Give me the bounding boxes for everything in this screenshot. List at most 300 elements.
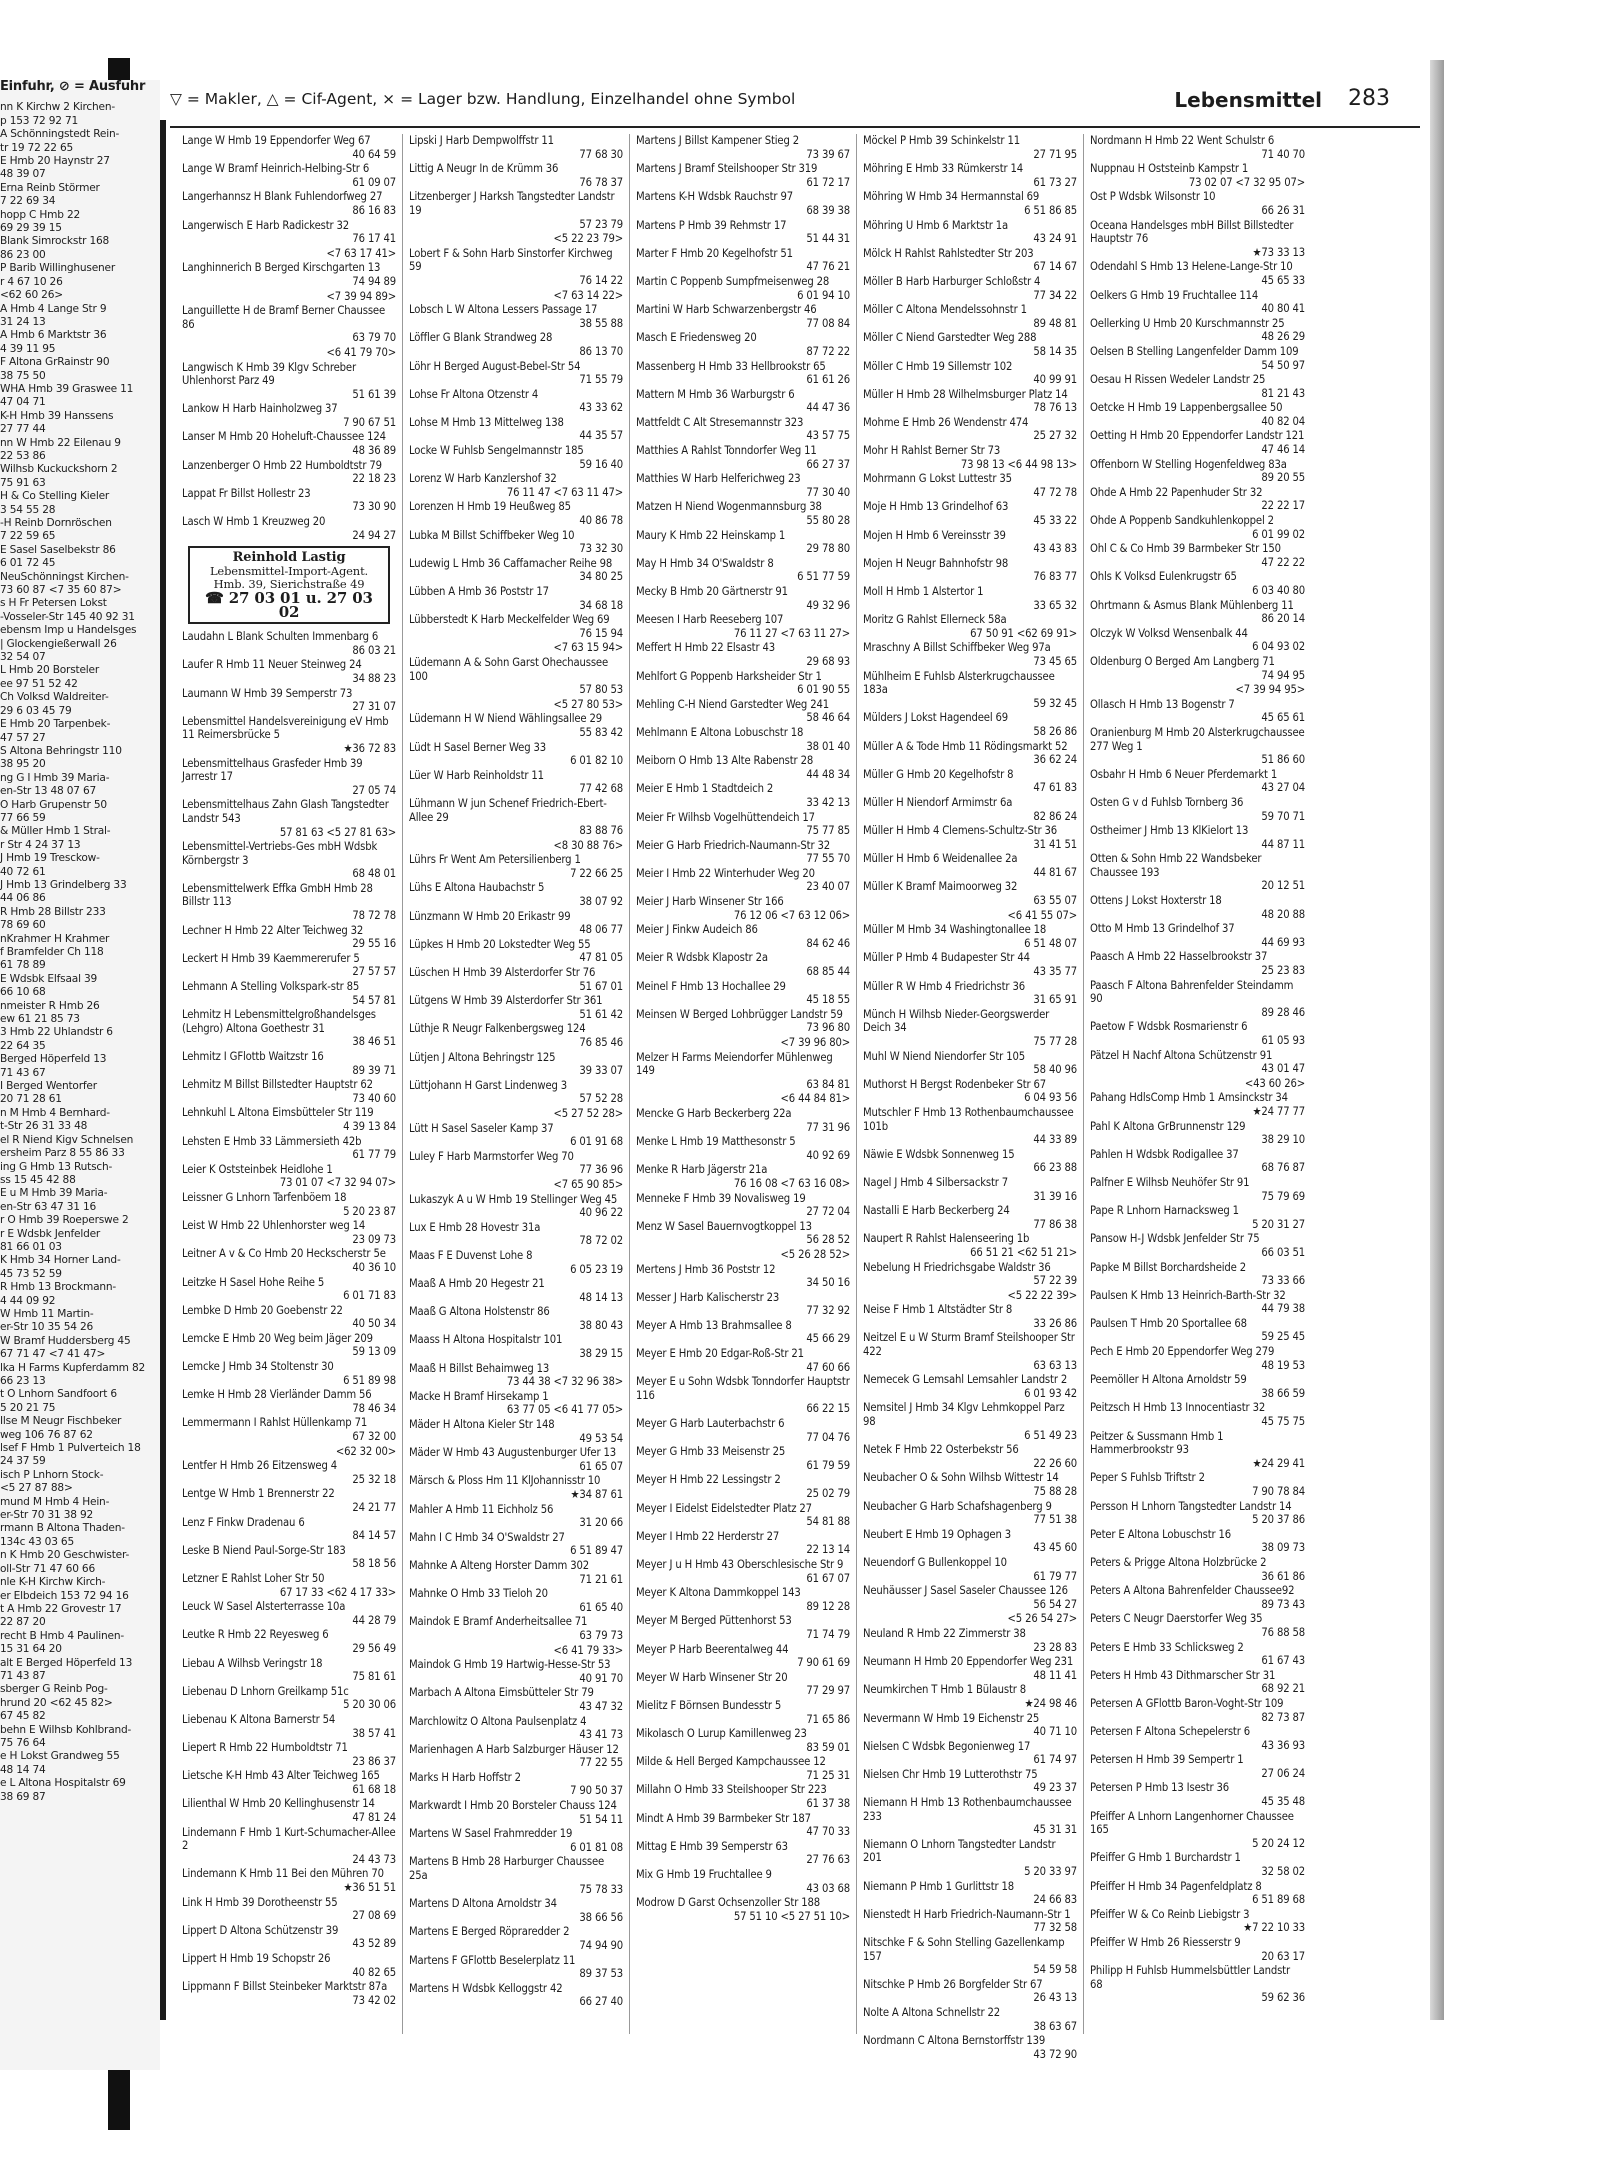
entry-name-address: Macke H Bramf Hirsekamp 1 [409, 1389, 549, 1403]
directory-entry [409, 1715, 623, 1742]
entry-name-address: Lemcke E Hmb 20 Weg beim Jäger 209 [182, 1331, 373, 1345]
directory-entry [1090, 1725, 1305, 1752]
entry-name-address: Leske B Niend Paul-Sorge-Str 183 [182, 1543, 346, 1557]
ad-line1: Lebensmittel-Import-Agent. [209, 563, 369, 578]
directory-entry [863, 331, 1077, 358]
directory-entry [1090, 796, 1305, 823]
entry-name-address: Litzenberger J Harksh Tangstedter Landstr 19 [409, 190, 615, 217]
entry-phone: 25 23 83 [1261, 964, 1305, 978]
entry-phone: 23 28 83 [1033, 1640, 1077, 1654]
entry-name-address: Peter E Altona Lobuschstr 16 [1090, 1527, 1232, 1541]
entry-name-address: Ohde A Poppenb Sandkuhlenkoppel 2 [1090, 514, 1274, 528]
directory-entry [863, 1078, 1077, 1105]
directory-entry [863, 1148, 1077, 1175]
entry-phone: 48 19 53 [1261, 1358, 1305, 1372]
directory-entry [636, 951, 850, 978]
entry-name-address: Neubacher O & Sohn Wilhsb Wittestr 14 [863, 1471, 1059, 1485]
entry-name-address: Nienstedt H Harb Friedrich-Naumann-Str 1 [863, 1907, 1071, 1921]
entry-phone: 25 02 79 [806, 1487, 850, 1500]
directory-entry [409, 1686, 623, 1713]
entry-name-address: Lasch W Hmb 1 Kreuzweg 20 [182, 515, 326, 529]
entry-phone: 47 81 05 [579, 951, 623, 965]
directory-entry [636, 1417, 850, 1444]
entry-phone: 7 90 78 84 [1252, 1485, 1305, 1498]
entry-phone: 43 57 75 [806, 429, 850, 443]
directory-entry [863, 740, 1077, 767]
adjacent-page-line: & Müller Hmb 1 Stral- [0, 825, 111, 838]
entry-phone: 40 82 04 [1261, 414, 1305, 428]
directory-entry [409, 134, 623, 161]
entry-phone: 23 40 07 [806, 880, 850, 894]
entry-name-address: Leutke R Hmb 22 Reyesweg 6 [182, 1628, 329, 1642]
adjacent-page-line: O Harb Grupenstr 50 [0, 798, 107, 811]
entry-phone: 61 05 93 [1261, 1034, 1305, 1047]
entry-name-address: Masch E Friedensweg 20 [636, 331, 757, 345]
entry-name-address: Oetcke H Hmb 19 Lappenbergsallee 50 [1090, 401, 1283, 415]
entry-phone: 38 66 59 [1261, 1386, 1305, 1400]
entry-name-address: Liebau A Wilhsb Veringstr 18 [182, 1656, 323, 1670]
symbol-legend: ▽ = Makler, △ = Cif-Agent, × = Lager bzw. Handlung, Einzelhandel ohne Symbol [170, 90, 796, 108]
entry-phone: 77 68 30 [579, 147, 623, 161]
directory-entry [863, 1471, 1077, 1498]
entry-name-address: Maass H Altona Hospitalstr 101 [409, 1333, 563, 1347]
adjacent-page-line: J Hmb 13 Grindelberg 33 [0, 878, 127, 891]
entry-name-address: Mraschny A Billst Schiffbeker Weg 97a [863, 641, 1051, 655]
entry-phone: 5 20 23 87 [343, 1204, 396, 1218]
entry-name-address: Lippmann F Billst Steinbeker Marktstr 87a [182, 1980, 388, 1994]
entry-name-address: Langerwisch E Harb Radickestr 32 [182, 218, 350, 232]
entry-phone: 63 79 70 [352, 331, 396, 345]
adjacent-page-line: W Bramf Huddersberg 45 [0, 1334, 131, 1347]
directory-entry [863, 1008, 1077, 1049]
directory-entry [182, 1191, 396, 1218]
entry-name-address: Maindok E Bramf Anderheitsallee 71 [409, 1615, 588, 1629]
directory-entry [409, 853, 623, 880]
entry-name-address: Martens F GFlottb Beselerplatz 11 [409, 1953, 576, 1967]
adjacent-page-line: 38 69 87 [0, 1790, 46, 1803]
adjacent-page-line: 77 66 59 [0, 811, 46, 824]
entry-phone: 24 21 77 [352, 1501, 396, 1514]
adjacent-page-line: lsef F Hmb 1 Pulverteich 18 [0, 1442, 141, 1455]
entry-name-address: Maury K Hmb 22 Heinskamp 1 [636, 528, 786, 542]
directory-entry [182, 687, 396, 714]
adjacent-page-line: Blank Simrockstr 168 [0, 235, 110, 248]
entry-phone: 40 36 10 [352, 1260, 396, 1274]
page-number: 283 [1348, 86, 1390, 111]
entry-phone: 73 33 66 [1261, 1274, 1305, 1288]
entry-name-address: Oelkers G Hmb 19 Fruchtallee 114 [1090, 288, 1259, 302]
directory-entry [182, 190, 396, 217]
entry-name-address: Nordmann C Altona Bernstorffstr 139 [863, 2034, 1046, 2048]
adjacent-page-line: 75 91 63 [0, 476, 46, 489]
entry-name-address: Ohl C & Co Hmb 39 Barmbeker Str 150 [1090, 542, 1281, 556]
directory-entry [863, 796, 1077, 823]
entry-name-address: Messer J Harb Kalischerstr 23 [636, 1290, 780, 1304]
entry-phone: 38 09 73 [1261, 1541, 1305, 1555]
entry-name-address: Languillette H de Bramf Berner Chaussee 86 [182, 304, 386, 331]
entry-name-address: Meier I Hmb 22 Winterhuder Weg 20 [636, 866, 815, 880]
adjacent-page-line: F Altona GrRainstr 90 [0, 356, 110, 369]
directory-entry [1090, 486, 1305, 513]
directory-entry [636, 219, 850, 246]
directory-entry [863, 388, 1077, 415]
entry-phone: 54 50 97 [1261, 358, 1305, 372]
entry-phone: 61 37 38 [806, 1797, 850, 1811]
entry-name-address: Pfeiffer H Hmb 34 Pagenfeldplatz 8 [1090, 1879, 1262, 1893]
directory-entry [409, 1178, 623, 1192]
directory-entry [409, 1587, 623, 1614]
adjacent-page-line: r 4 67 10 26 [0, 275, 63, 288]
entry-name-address: Lütt H Sasel Saseler Kamp 37 [409, 1121, 554, 1135]
entry-name-address: Möller C Altona Mendelssohnstr 1 [863, 303, 1027, 317]
entry-phone: 47 61 83 [1033, 781, 1077, 795]
directory-entry [182, 1516, 396, 1543]
adjacent-page-line: NeuSchönningst Kirchen- [0, 570, 129, 583]
directory-entry [1090, 1908, 1305, 1935]
entry-phone: 67 32 00 [352, 1430, 396, 1444]
directory-entry [409, 1390, 623, 1417]
entry-name-address: Mattfeldt C Alt Stresemannstr 323 [636, 415, 804, 429]
entry-name-address: Neise F Hmb 1 Altstädter Str 8 [863, 1303, 1013, 1317]
entry-name-address: Lilienthal W Hmb 20 Kellinghusenstr 14 [182, 1797, 375, 1811]
entry-phone: 25 27 32 [1033, 429, 1077, 443]
adjacent-page-line: Ch Volksd Waldreiter- [0, 691, 109, 704]
directory-entry [863, 416, 1077, 443]
entry-name-address: Mojen H Neugr Bahnhofstr 98 [863, 556, 1009, 570]
entry-phone: 61 65 40 [579, 1600, 623, 1614]
entry-name-address: Laudahn L Blank Schulten Immenbarg 6 [182, 630, 379, 644]
entry-name-address: Meyer K Altona Dammkoppel 143 [636, 1586, 801, 1600]
adjacent-page-line: ng G I Hmb 39 Maria- [0, 771, 110, 784]
entry-name-address: Petersen A GFlottb Baron-Voght-Str 109 [1090, 1696, 1284, 1710]
ad-line3: ☎ 27 03 01 u. 27 03 02 [205, 589, 373, 621]
entry-name-address: Meyer E u Sohn Wdsbk Tonndorfer Hauptstr 116 [636, 1375, 850, 1402]
entry-name-address: Lankow H Harb Hainholzweg 37 [182, 402, 338, 416]
directory-entry [636, 1163, 850, 1190]
directory-entry [182, 162, 396, 189]
entry-phone: 73 02 07 <7 32 95 07> [1188, 175, 1305, 189]
entry-phone: 4 39 13 84 [343, 1119, 396, 1133]
entry-name-address: Leist W Hmb 22 Uhlenhorster weg 14 [182, 1219, 366, 1233]
directory-entry [1090, 514, 1305, 541]
entry-name-address: Lehmitz I GFlottb Waitzstr 16 [182, 1050, 324, 1063]
entry-name-address: Müller A & Tode Hmb 11 Rödingsmarkt 52 [863, 739, 1068, 753]
adjacent-page-line: Berged Höperfeld 13 [0, 1053, 107, 1066]
entry-name-address: Meier E Hmb 1 Stadtdeich 2 [636, 782, 774, 796]
directory-entry [182, 1544, 396, 1571]
adjacent-page-line: <62 60 26> [0, 289, 63, 302]
entry-name-address: Mahn I C Hmb 34 O'Swaldstr 27 [409, 1530, 565, 1544]
directory-entry [409, 1658, 623, 1685]
entry-name-address: Märsch & Ploss Hm 11 KlJohannisstr 10 [409, 1474, 601, 1488]
entry-name-address: Lebensmittelhaus Grasfeder Hmb 39 Jarrestr 17 [182, 756, 363, 784]
directory-entry [182, 1388, 396, 1415]
directory-entry [409, 1644, 623, 1658]
entry-phone: 47 46 14 [1261, 443, 1305, 457]
entry-phone: 77 86 38 [1033, 1217, 1077, 1231]
entry-phone: 51 44 31 [806, 232, 850, 246]
adjacent-page-line: 75 76 64 [0, 1736, 46, 1749]
entry-name-address: Nastalli E Harb Beckerberg 24 [863, 1204, 1010, 1218]
directory-entry [636, 1671, 850, 1698]
entry-phone: 75 88 28 [1033, 1485, 1077, 1498]
directory-entry [409, 444, 623, 471]
entry-name-address: Pfeiffer W & Co Reinb Liebigstr 3 [1090, 1907, 1250, 1921]
directory-entry [863, 585, 1077, 612]
entry-phone: 76 85 46 [579, 1036, 623, 1049]
adjacent-page-line: mund M Hmb 4 Hein- [0, 1495, 110, 1508]
entry-phone: 56 54 27 [1033, 1597, 1077, 1611]
directory-entry [409, 472, 623, 499]
entry-phone: 6 51 48 07 [1024, 936, 1077, 950]
entry-name-address: Marchlowitz O Altona Paulsenplatz 4 [409, 1714, 587, 1728]
entry-name-address: Peitzer & Sussmann Hmb 1 Hammerbrookstr 93 [1090, 1429, 1224, 1457]
directory-entry [863, 275, 1077, 302]
directory-entry [863, 1176, 1077, 1203]
entry-phone: 86 03 21 [352, 643, 396, 657]
directory-entry [636, 303, 850, 330]
entry-name-address: Langhinnerich B Berged Kirschgarten 13 [182, 261, 381, 275]
entry-name-address: Nebelung H Friedrichsgabe Waldstr 36 [863, 1260, 1051, 1274]
entry-phone: 89 37 53 [579, 1967, 623, 1981]
entry-name-address: Ohls K Volksd Eulenkrugstr 65 [1090, 570, 1237, 584]
directory-entry [636, 1192, 850, 1219]
directory-entry [863, 1556, 1077, 1583]
entry-phone: 44 48 34 [806, 767, 850, 781]
entry-phone: 61 68 18 [352, 1782, 396, 1796]
entry-phone: 27 76 63 [806, 1853, 850, 1867]
entry-phone: 71 25 31 [806, 1768, 850, 1782]
entry-phone: 73 32 30 [579, 542, 623, 556]
entry-name-address: Meyer E Hmb 20 Edgar-Roß-Str 21 [636, 1347, 804, 1361]
entry-name-address: Mäder W Hmb 43 Augustenburger Ufer 13 [409, 1446, 616, 1460]
entry-phone: 78 76 13 [1033, 401, 1077, 415]
directory-entry [863, 1627, 1077, 1654]
entry-name-address: Lechner H Hmb 22 Alter Teichweg 32 [182, 923, 364, 937]
directory-entry [409, 557, 623, 584]
adjacent-page-line: 24 37 59 [0, 1455, 46, 1468]
directory-entry [863, 360, 1077, 387]
entry-phone: 59 70 71 [1261, 809, 1305, 823]
adjacent-page-line: r Str 4 24 37 13 [0, 838, 81, 851]
entry-name-address: Mohr H Rahlst Berner Str 73 [863, 444, 1001, 458]
entry-name-address: Martens P Hmb 39 Rehmstr 17 [636, 218, 787, 232]
directory-entry [182, 882, 396, 923]
entry-phone: 43 24 91 [1033, 232, 1077, 246]
adjacent-page-header: Einfuhr, ⊘ = Ausfuhr [0, 80, 146, 94]
directory-entry [636, 1107, 850, 1134]
entry-phone: 44 81 67 [1033, 865, 1077, 879]
directory-entry [409, 1503, 623, 1530]
directory-entry [409, 1418, 623, 1445]
directory-entry [1090, 260, 1305, 287]
entry-name-address: Neuendorf G Bullenkoppel 10 [863, 1555, 1007, 1569]
directory-entry [182, 247, 396, 261]
entry-phone: 33 42 13 [806, 795, 850, 809]
entry-phone: 77 31 96 [806, 1120, 850, 1134]
entry-phone: 31 41 51 [1033, 837, 1077, 851]
entry-name-address: Pfeiffer G Hmb 1 Burchardstr 1 [1090, 1851, 1241, 1865]
entry-phone: 44 79 38 [1261, 1302, 1305, 1316]
directory-entry [636, 388, 850, 415]
entry-phone: 44 87 11 [1261, 837, 1305, 851]
directory-entry [863, 880, 1077, 907]
entry-phone: 38 46 51 [352, 1035, 396, 1049]
adjacent-page-line: K-H Hmb 39 Hanssens [0, 409, 114, 422]
entry-name-address: Mehlfort G Poppenb Harksheider Str 1 [636, 669, 822, 683]
entry-phone: 36 61 86 [1261, 1569, 1305, 1583]
adjacent-page-line: 4 44 09 92 [0, 1294, 56, 1307]
entry-phone: 63 77 05 <6 41 77 05> [506, 1403, 623, 1417]
directory-entry [1090, 289, 1305, 316]
adjacent-page-line: <5 27 87 88> [0, 1482, 73, 1495]
adjacent-page-line: er Elbdeich 153 72 94 16 [0, 1589, 129, 1602]
entry-name-address: Münch H Wilhsb Nieder-Georgswerder Deich 34 [863, 1007, 1050, 1035]
entry-name-address: Meier R Wdsbk Klapostr 2a [636, 951, 768, 965]
entry-phone: 38 01 40 [806, 739, 850, 753]
entry-name-address: Möller C Niend Garstedter Weg 288 [863, 331, 1037, 345]
entry-phone: 89 20 55 [1261, 471, 1305, 485]
directory-entry [409, 839, 623, 853]
directory-entry [1090, 1936, 1305, 1963]
entry-name-address: Markwardt I Hmb 20 Borsteler Chauss 124 [409, 1799, 617, 1813]
directory-entry [1090, 1289, 1305, 1316]
directory-entry [1090, 1373, 1305, 1400]
directory-column [403, 134, 630, 2034]
directory-entry [636, 1558, 850, 1585]
entry-name-address: Lübberstedt K Harb Meckelfelder Weg 69 [409, 613, 610, 627]
directory-entry [863, 1796, 1077, 1837]
entry-name-address: Mittag E Hmb 39 Semperstr 63 [636, 1839, 788, 1853]
entry-name-address: Laufer R Hmb 11 Neuer Steinweg 24 [182, 658, 362, 672]
adjacent-page-line: behn E Wilhsb Kohlbrand- [0, 1723, 132, 1736]
entry-phone: 77 36 96 [579, 1163, 623, 1177]
directory-entry [863, 1204, 1077, 1231]
adjacent-page-line: r O Hmb 39 Roeperswe 2 [0, 1214, 129, 1227]
directory-entry [863, 1401, 1077, 1442]
entry-name-address: Marks H Harb Hoffstr 2 [409, 1770, 521, 1784]
adjacent-page-line: -H Reinb Dornröschen [0, 517, 112, 529]
entry-phone: <7 39 96 80> [780, 1036, 850, 1049]
directory-entry [1090, 1753, 1305, 1780]
directory-entry [1090, 1584, 1305, 1611]
directory-entry [636, 416, 850, 443]
entry-name-address: Papke M Billst Borchardsheide 2 [1090, 1260, 1247, 1274]
entry-phone: 44 47 36 [806, 401, 850, 415]
directory-entry [636, 1530, 850, 1557]
entry-phone: <5 27 52 28> [553, 1106, 623, 1120]
entry-phone: <8 30 88 76> [553, 838, 623, 852]
entry-name-address: Petersen F Altona Schepelerstr 6 [1090, 1725, 1250, 1739]
entry-name-address: Mahler A Hmb 11 Eichholz 56 [409, 1502, 554, 1516]
entry-phone: 7 90 50 37 [570, 1784, 623, 1798]
entry-phone: 78 46 34 [352, 1401, 396, 1415]
entry-name-address: Nagel J Hmb 4 Silbersackstr 7 [863, 1175, 1009, 1189]
adjacent-page-line: W Hmb 11 Martin- [0, 1307, 94, 1320]
directory-entry [409, 741, 623, 768]
entry-name-address: Moll H Hmb 1 Alstertor 1 [863, 585, 984, 598]
directory-entry [182, 402, 396, 429]
directory-entry [636, 641, 850, 668]
entry-phone: 75 79 69 [1261, 1189, 1305, 1203]
entry-phone: 58 46 64 [806, 711, 850, 725]
entry-phone: <7 39 94 89> [326, 289, 396, 303]
entry-name-address: Mutschler F Hmb 13 Rothenbaumchaussee 101b [863, 1105, 1074, 1133]
entry-phone: 40 86 78 [579, 514, 623, 528]
entry-name-address: Lipski J Harb Dempwolffstr 11 [409, 134, 554, 147]
entry-name-address: Otto M Hmb 13 Grindelhof 37 [1090, 922, 1235, 936]
directory-entry [409, 1531, 623, 1558]
entry-phone: 7 90 67 51 [343, 415, 396, 429]
entry-name-address: Langerhannsz H Blank Fuhlendorfweg 27 [182, 190, 383, 204]
entry-name-address: Lemcke J Hmb 34 Stoltenstr 30 [182, 1360, 334, 1374]
entry-name-address: Mix G Hmb 19 Fruchtallee 9 [636, 1868, 772, 1882]
adjacent-page-line: 3 Hmb 22 Uhlandstr 6 [0, 1026, 113, 1039]
adjacent-page-line: en-Str 63 47 31 16 [0, 1200, 97, 1213]
directory-entry [636, 1375, 850, 1416]
adjacent-page-line: nn K Kirchw 2 Kirchen- [0, 101, 116, 114]
directory-entry [409, 289, 623, 303]
directory-entry [182, 1713, 396, 1740]
directory-entry [636, 1614, 850, 1641]
entry-name-address: Mindt A Hmb 39 Barmbeker Str 187 [636, 1811, 811, 1825]
entry-name-address: Leissner G Lnhorn Tarfenböem 18 [182, 1190, 347, 1204]
directory-entry [182, 715, 396, 756]
entry-phone: <6 41 79 33> [553, 1643, 623, 1657]
entry-name-address: Peters & Prigge Altona Holzbrücke 2 [1090, 1555, 1267, 1569]
directory-entry [409, 388, 623, 415]
entry-phone: 45 18 55 [806, 993, 850, 1007]
entry-phone: 61 67 43 [1261, 1654, 1305, 1668]
entry-name-address: Lobsch L W Altona Lessers Passage 17 [409, 303, 598, 317]
entry-name-address: Marter F Hmb 20 Kegelhofstr 51 [636, 246, 793, 260]
entry-name-address: Menke R Harb Jägerstr 21a [636, 1163, 768, 1177]
entry-phone: 6 51 89 98 [343, 1373, 396, 1387]
adjacent-page-line: 27 77 44 [0, 423, 46, 436]
entry-name-address: Lippert D Altona Schützenstr 39 [182, 1923, 339, 1937]
entry-name-address: Petersen P Hmb 13 Isestr 36 [1090, 1781, 1230, 1795]
directory-entry [409, 416, 623, 443]
entry-name-address: Mülders J Lokst Hagendeel 69 [863, 711, 1009, 725]
entry-name-address: Maaß A Hmb 20 Hegestr 21 [409, 1277, 545, 1291]
entry-name-address: Martens W Sasel Frahmredder 19 [409, 1827, 573, 1841]
entry-phone: 75 77 85 [806, 824, 850, 838]
directory-entry [182, 1628, 396, 1655]
entry-phone: <6 41 79 70> [326, 345, 396, 359]
directory-entry [1090, 1345, 1305, 1372]
entry-phone: 58 18 56 [352, 1557, 396, 1571]
directory-entry [182, 290, 396, 304]
directory-entry [182, 924, 396, 951]
directory-entry [409, 613, 623, 640]
entry-phone: 61 77 79 [352, 1148, 396, 1162]
entry-phone: 68 39 38 [806, 203, 850, 217]
entry-phone: 77 51 38 [1033, 1513, 1077, 1527]
entry-phone: 48 36 89 [352, 444, 396, 458]
directory-entry [182, 1741, 396, 1768]
directory-entry [409, 1150, 623, 1177]
directory-entry [863, 1584, 1077, 1611]
directory-entry [863, 247, 1077, 274]
entry-name-address: Oceana Handelsges mbH Billst Billstedter Hauptstr 76 [1090, 218, 1294, 246]
directory-entry [1090, 345, 1305, 372]
adjacent-page-line: 6 01 72 45 [0, 557, 56, 570]
directory-entry [409, 1474, 623, 1501]
entry-phone: 76 88 58 [1261, 1625, 1305, 1639]
adjacent-page-line: Ilse M Neugr Fischbeker [0, 1415, 122, 1428]
directory-entry [636, 275, 850, 302]
entry-name-address: Neubert E Hmb 19 Ophagen 3 [863, 1527, 1012, 1541]
